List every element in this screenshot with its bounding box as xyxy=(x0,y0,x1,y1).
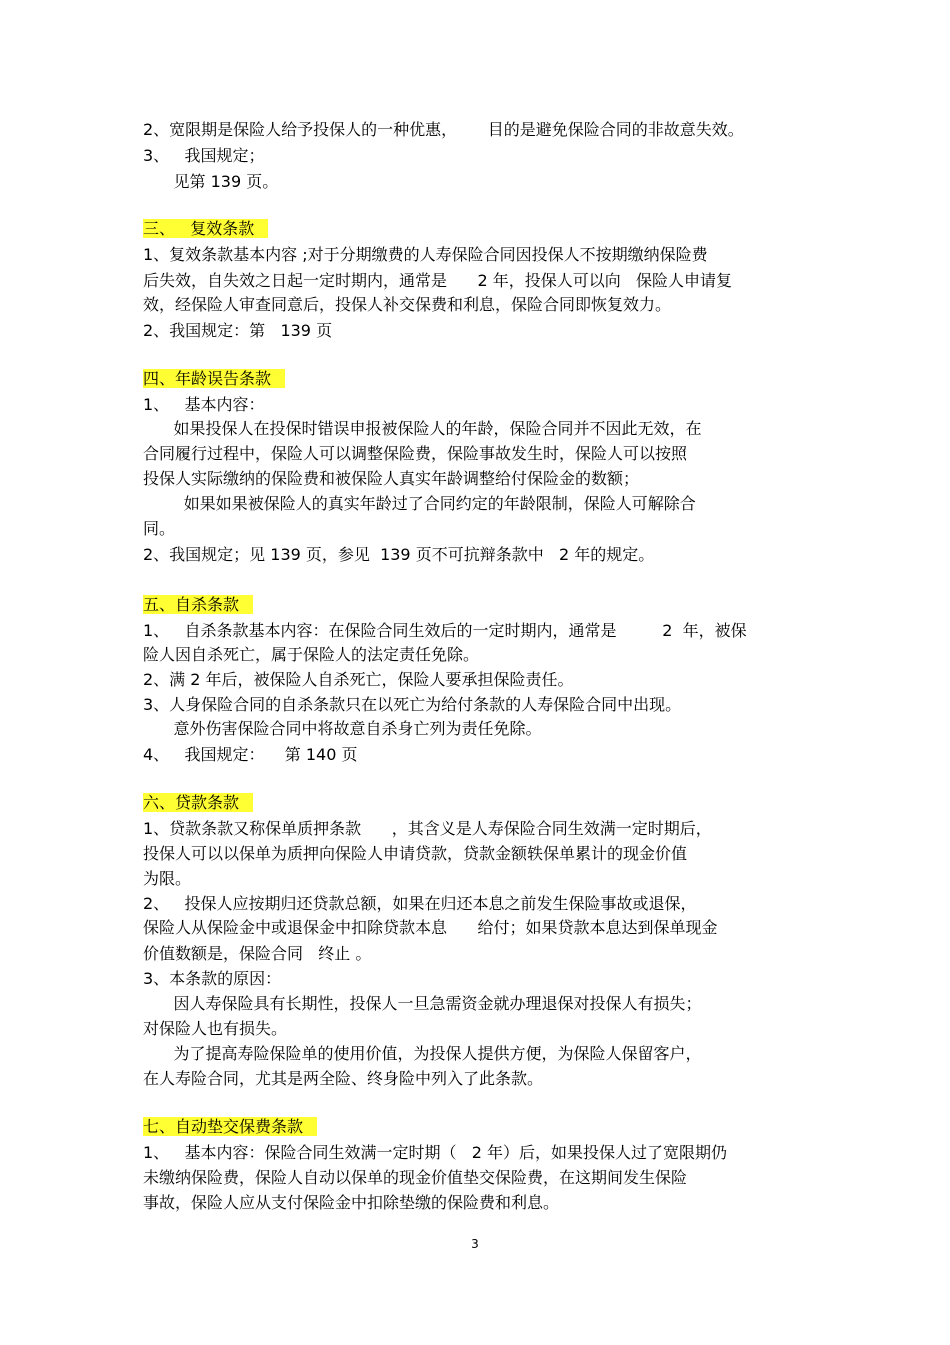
text-line: 1、 基本内容： xyxy=(143,395,265,414)
text-line: 见第 139 页。 xyxy=(143,172,279,191)
text-line: 2、我国规定：第 139 页 xyxy=(143,321,333,340)
text-line: 投保人可以以保单为质押向保险人申请贷款，贷款金额轶保单累计的现金价值 xyxy=(143,844,688,863)
text-line: 为了提高寿险保险单的使用价值，为投保人提供方便，为保险人保留客户， xyxy=(143,1044,702,1063)
text-line: 2、 投保人应按期归还贷款总额，如果在归还本息之前发生保险事故或退保， xyxy=(143,894,697,913)
text-line: 保险人从保险金中或退保金中扣除贷款本息 给付；如果贷款本息达到保单现金 xyxy=(143,918,718,937)
text-line: 3、本条款的原因： xyxy=(143,969,282,988)
text-line: 如果如果被保险人的真实年龄过了合同约定的年龄限制，保险人可解除合 xyxy=(143,494,696,513)
text-line: 4、 我国规定： 第 140 页 xyxy=(143,745,358,764)
text-line: 如果投保人在投保时错误申报被保险人的年龄，保险合同并不因此无效，在 xyxy=(143,419,702,438)
text-line: 未缴纳保险费，保险人自动以保单的现金价值垫交保险费，在这期间发生保险 xyxy=(143,1168,688,1187)
text-line: 事故，保险人应从支付保险金中扣除垫缴的保险费和利息。 xyxy=(143,1193,560,1212)
page-number: 3 xyxy=(471,1237,479,1251)
text-line: 3、人身保险合同的自杀条款只在以死亡为给付条款的人寿保险合同中出现。 xyxy=(143,695,682,714)
text-line: 价值数额是，保险合同 终止 。 xyxy=(143,944,372,963)
text-line: 2、宽限期是保险人给予投保人的一种优惠， 目的是避免保险合同的非故意失效。 xyxy=(143,120,744,139)
text-line: 意外伤害保险合同中将故意自杀身亡列为责任免除。 xyxy=(143,719,542,738)
text-line: 1、 基本内容：保险合同生效满一定时期（ 2 年）后，如果投保人过了宽限期仍 xyxy=(143,1143,727,1162)
text-line: 同。 xyxy=(143,519,176,538)
text-line: 1、 自杀条款基本内容：在保险合同生效后的一定时期内，通常是 2 年，被保 xyxy=(143,621,747,640)
text-line: 效，经保险人审查同意后，投保人补交保费和利息，保险合同即恢复效力。 xyxy=(143,295,672,314)
text-line: 对保险人也有损失。 xyxy=(143,1019,288,1038)
text-line: 投保人实际缴纳的保险费和被保险人真实年龄调整给付保险金的数额； xyxy=(143,469,640,488)
text-line: 为限。 xyxy=(143,869,192,888)
text-line: 2、满 2 年后，被保险人自杀死亡，保险人要承担保险责任。 xyxy=(143,670,574,689)
text-line: 合同履行过程中，保险人可以调整保险费，保险事故发生时，保险人可以按照 xyxy=(143,444,688,463)
text-line: 3、 我国规定； xyxy=(143,146,265,165)
text-line: 在人寿险合同，尤其是两全险、终身险中列入了此条款。 xyxy=(143,1069,544,1088)
text-line: 1、贷款条款又称保单质押条款 ，其含义是人寿保险合同生效满一定时期后， xyxy=(143,819,712,838)
text-line: 险人因自杀死亡，属于保险人的法定责任免除。 xyxy=(143,645,480,664)
section-heading: 五、自杀条款 xyxy=(143,594,253,616)
section-heading: 三、 复效条款 xyxy=(143,218,268,240)
text-line: 1、复效条款基本内容 ;对于分期缴费的人寿保险合同因投保人不按期缴纳保险费 xyxy=(143,245,708,264)
section-heading: 四、年龄误告条款 xyxy=(143,368,285,390)
text-line: 后失效，自失效之日起一定时期内，通常是 2 年，投保人可以向 保险人申请复 xyxy=(143,271,733,290)
section-heading: 七、自动垫交保费条款 xyxy=(143,1116,317,1138)
text-line: 因人寿保险具有长期性，投保人一旦急需资金就办理退保对投保人有损失； xyxy=(143,994,702,1013)
section-heading: 六、贷款条款 xyxy=(143,792,253,814)
text-line: 2、我国规定；见 139 页，参见 139 页不可抗辩条款中 2 年的规定。 xyxy=(143,545,655,564)
